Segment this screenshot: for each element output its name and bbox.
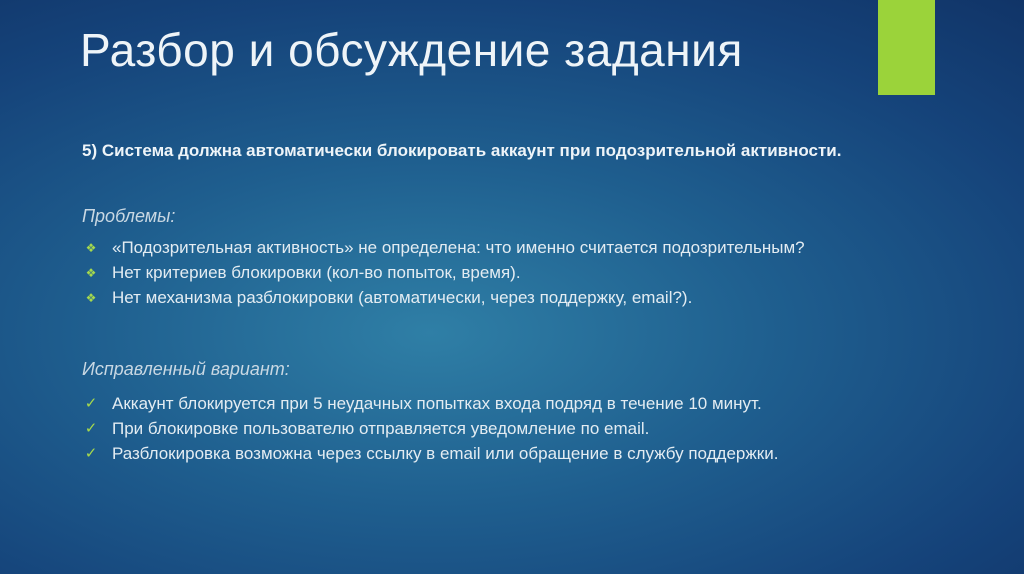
fixed-version-label: Исправленный вариант: — [82, 359, 290, 379]
fixed-version-list — [82, 394, 882, 469]
fixed-item-text: При блокировке пользователю отправляется уведомление по email. — [112, 419, 650, 438]
fixed-item — [82, 394, 882, 414]
task-statement: 5) Система должна автоматически блокировать аккаунт при подозрительной активности. — [82, 141, 842, 160]
problem-item-text: Нет критериев блокировки (кол-во попыток, время). — [112, 263, 521, 282]
diamond-bullet-icon: ❖ — [85, 241, 97, 255]
checkmark-icon: ✓ — [84, 395, 98, 412]
slide-title: Разбор и обсуждение задания — [80, 24, 743, 76]
problems-list — [82, 238, 882, 313]
problem-item — [82, 238, 882, 258]
accent-bar — [878, 0, 935, 95]
fixed-item-text: Разблокировка возможна через ссылку в email или обращение в службу поддержки. — [112, 444, 779, 463]
checkmark-icon: ✓ — [84, 420, 98, 437]
diamond-bullet-icon: ❖ — [85, 266, 97, 280]
checkmark-icon: ✓ — [84, 445, 98, 462]
problem-item-text: Нет механизма разблокировки (автоматически, через поддержку, email?). — [112, 288, 693, 307]
fixed-item — [82, 419, 882, 439]
problem-item — [82, 263, 882, 283]
problem-item-text: «Подозрительная активность» не определена: что именно считается подозрительным? — [112, 238, 805, 257]
fixed-item — [82, 444, 882, 464]
fixed-item-text: Аккаунт блокируется при 5 неудачных попытках входа подряд в течение 10 минут. — [112, 394, 762, 413]
problem-item — [82, 288, 882, 308]
diamond-bullet-icon: ❖ — [85, 291, 97, 305]
problems-label: Проблемы: — [82, 206, 176, 226]
